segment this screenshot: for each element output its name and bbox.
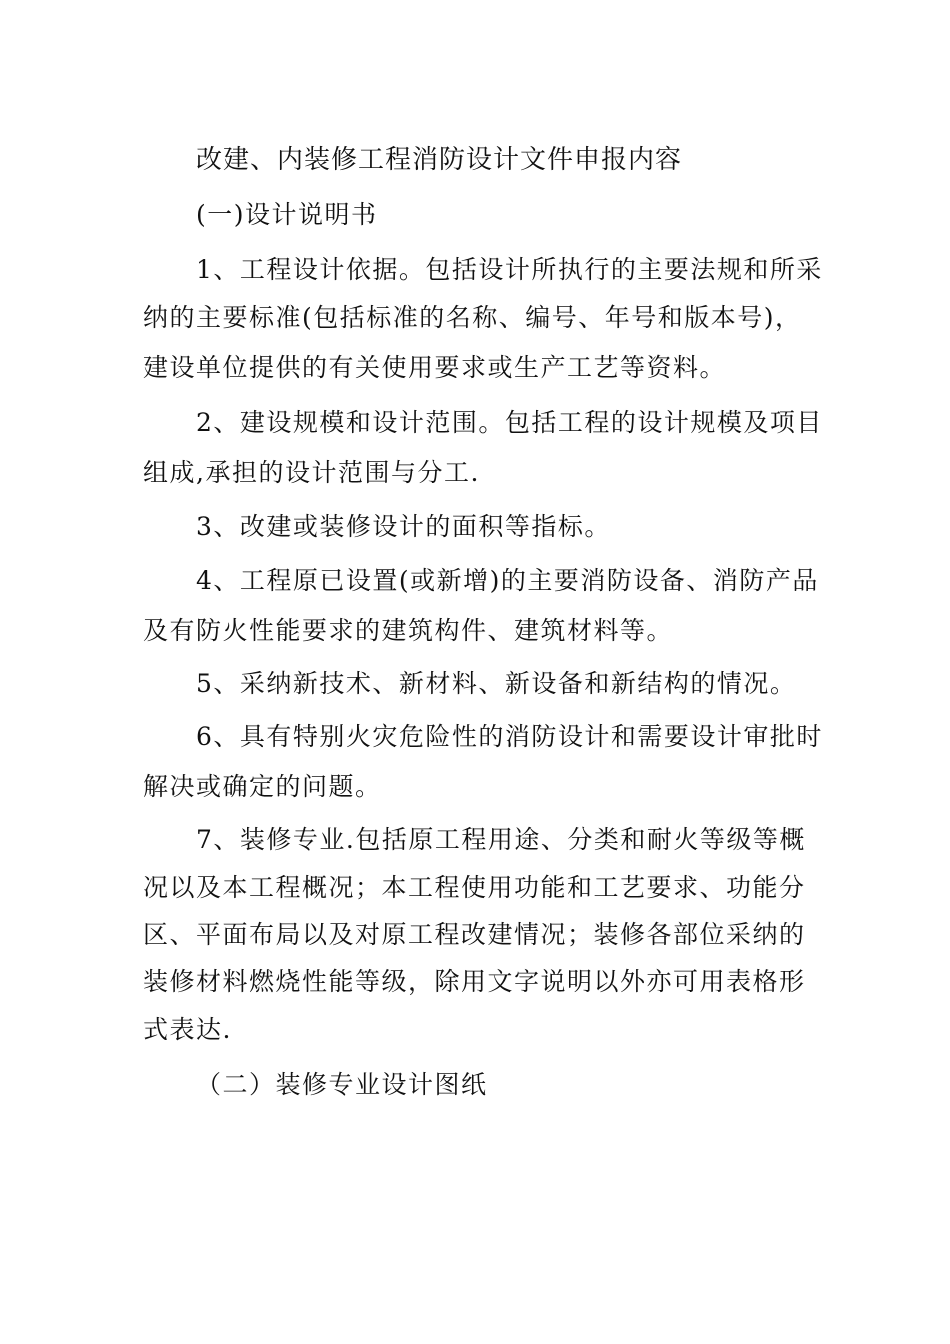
item-5-line-1: 5、采纳新技术、新材料、新设备和新结构的情况。 (196, 669, 797, 698)
item-7-line-3: 区、平面布局以及对原工程改建情况；装修各部位采纳的 (143, 920, 806, 949)
item-7-line-5: 式表达. (143, 1015, 232, 1044)
item-4-line-1: 4、工程原已设置(或新增)的主要消防设备、消防产品 (196, 566, 819, 595)
section-heading-design-drawings: （二）装修专业设计图纸 (196, 1070, 488, 1099)
item-2-line-1: 2、建设规模和设计范围。包括工程的设计规模及项目 (196, 408, 823, 437)
item-2-line-2: 组成,承担的设计范围与分工. (143, 458, 480, 487)
item-6-line-2: 解决或确定的问题。 (143, 772, 382, 801)
item-7-line-2: 况以及本工程概况；本工程使用功能和工艺要求、功能分 (143, 873, 806, 902)
item-4-line-2: 及有防火性能要求的建筑构件、建筑材料等。 (143, 616, 674, 645)
document-title: 改建、内装修工程消防设计文件申报内容 (196, 145, 683, 175)
item-6-line-1: 6、具有特别火灾危险性的消防设计和需要设计审批时 (196, 722, 823, 751)
item-1-line-3: 建设单位提供的有关使用要求或生产工艺等资料。 (143, 353, 727, 382)
item-1-line-2: 纳的主要标准(包括标准的名称、编号、年号和版本号)， (143, 303, 802, 332)
item-3-line-1: 3、改建或装修设计的面积等指标。 (196, 512, 611, 541)
section-heading-design-description: (一)设计说明书 (196, 200, 378, 229)
item-1-line-1: 1、工程设计依据。包括设计所执行的主要法规和所采 (196, 255, 823, 284)
item-7-line-4: 装修材料燃烧性能等级，除用文字说明以外亦可用表格形 (143, 967, 806, 996)
item-7-line-1: 7、装修专业.包括原工程用途、分类和耐火等级等概 (196, 825, 806, 854)
